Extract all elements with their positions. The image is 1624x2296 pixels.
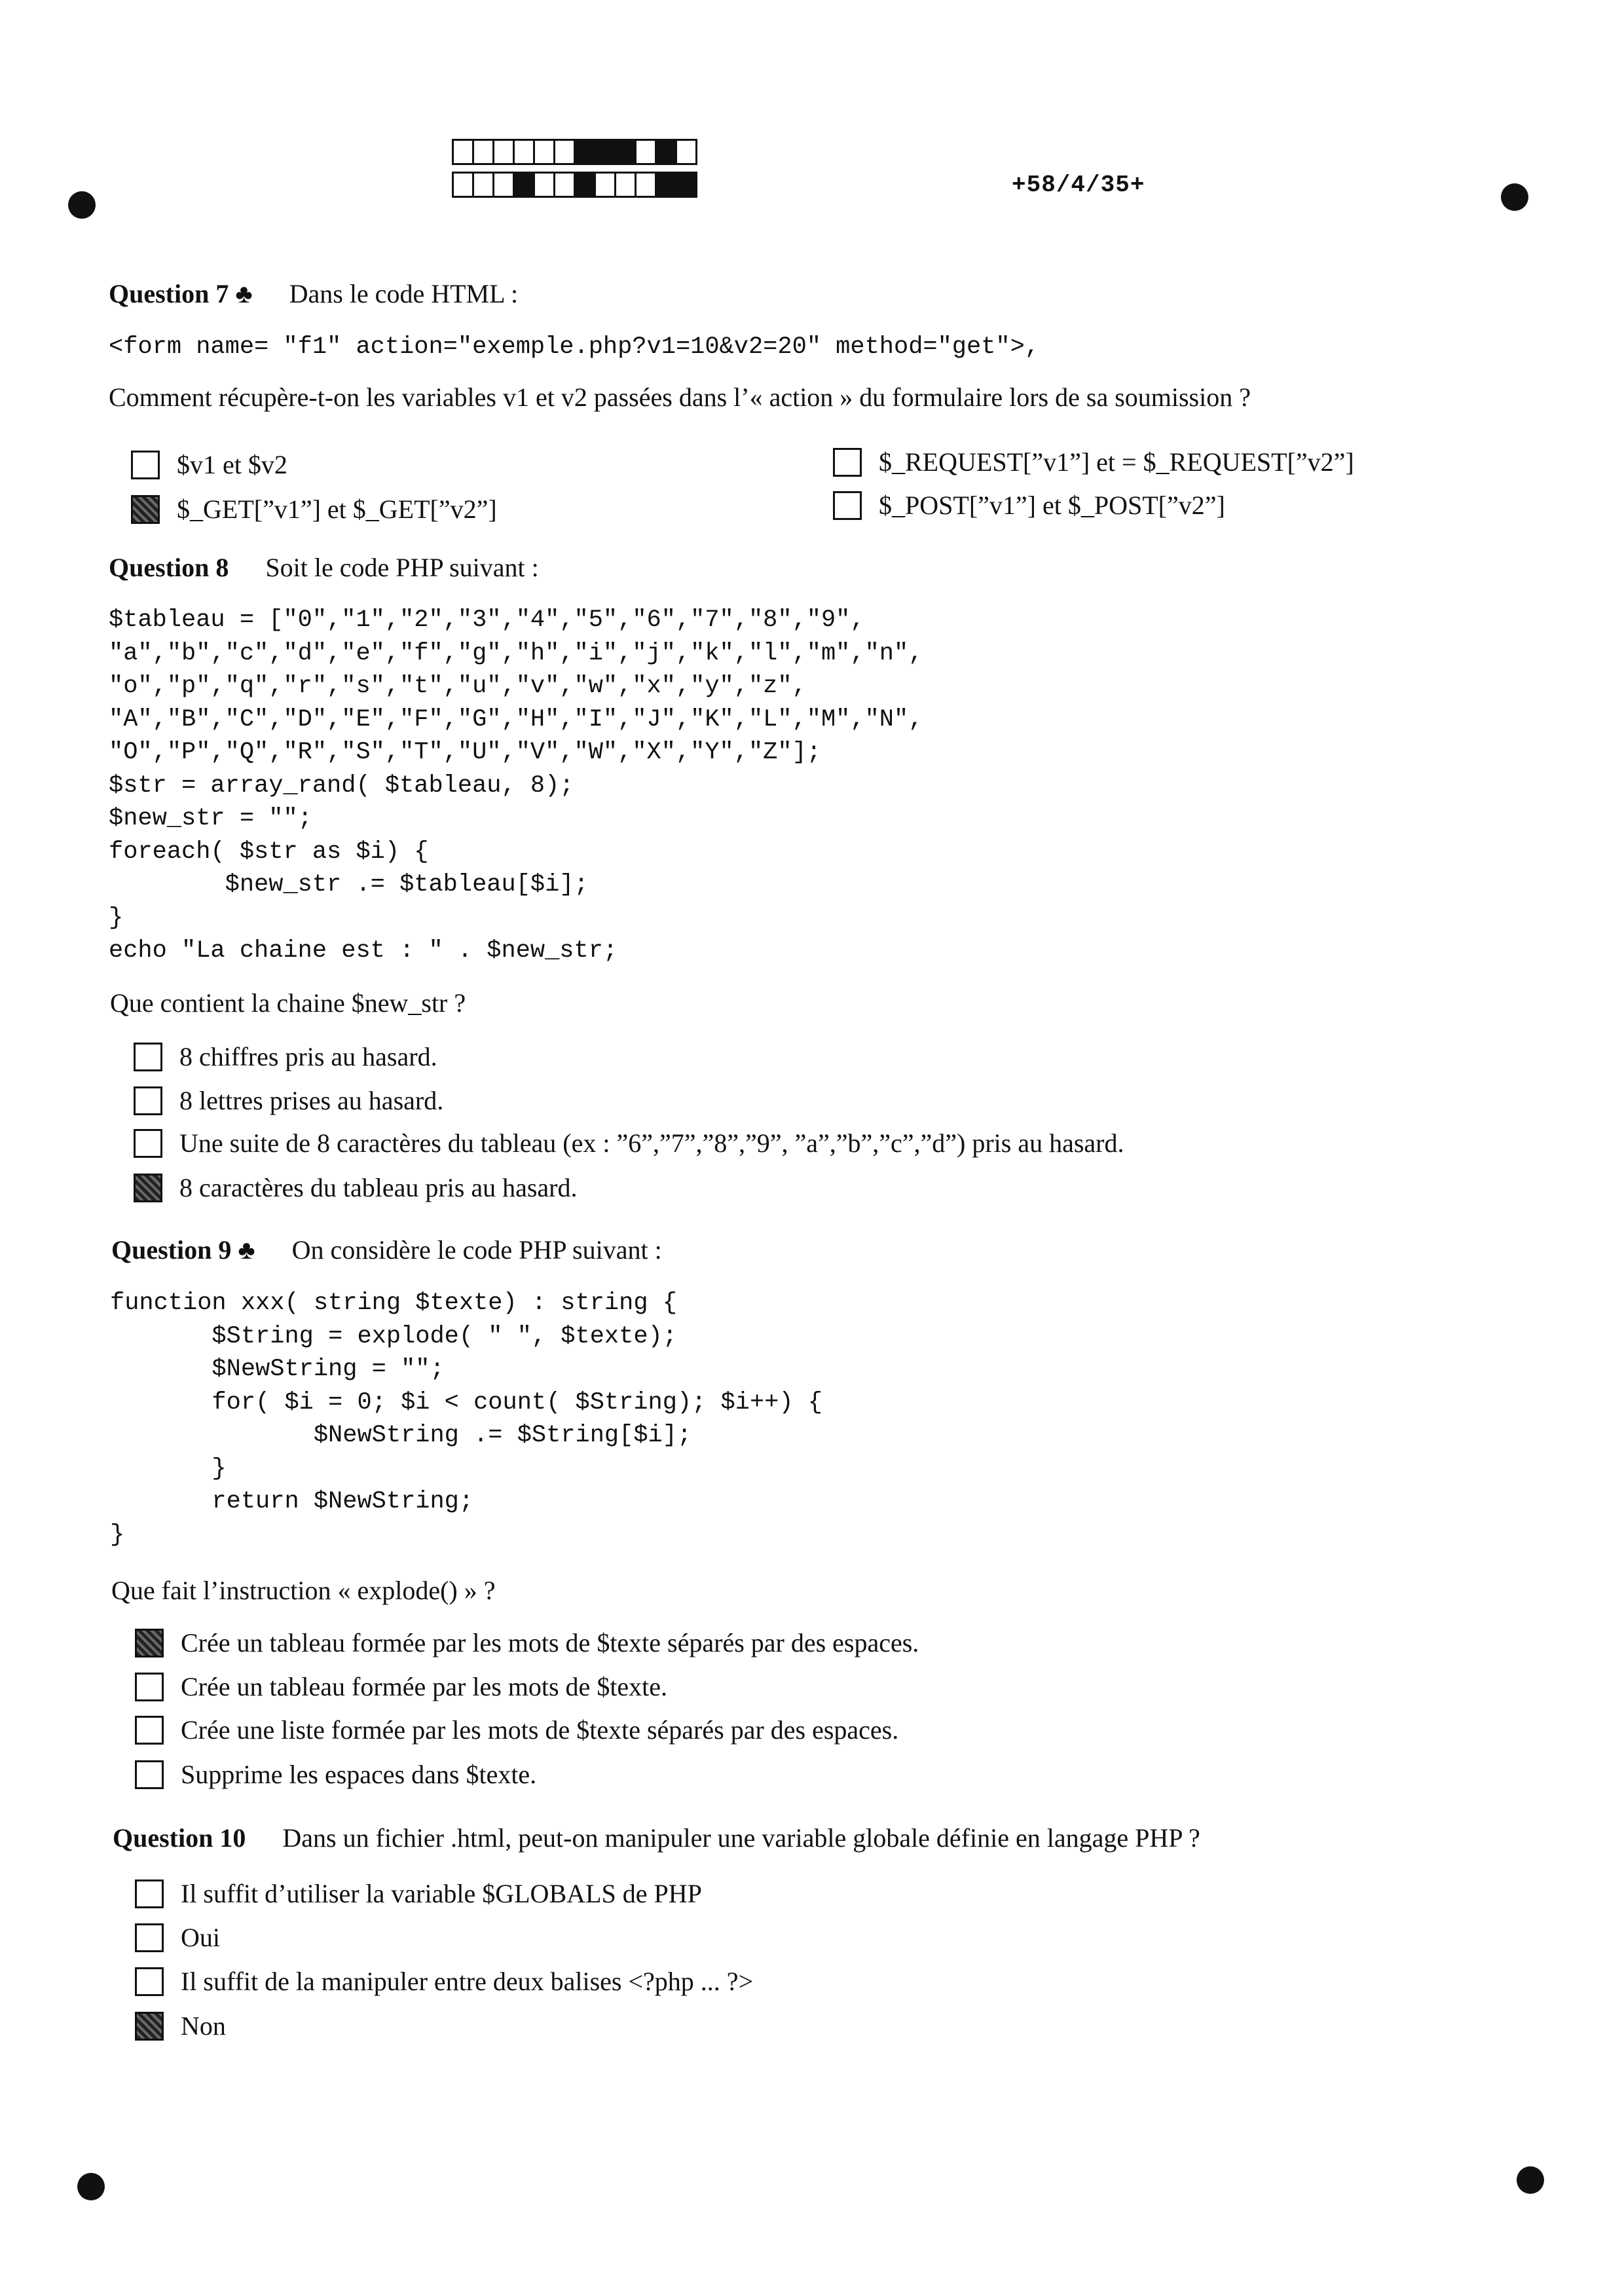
option-label: $_REQUEST[”v1”] et = $_REQUEST[”v2”] [879, 447, 1354, 477]
barcode-cell [472, 139, 494, 165]
barcode-cell [635, 172, 657, 198]
question-10-option-4[interactable] [135, 2010, 226, 2041]
option-label: $v1 et $v2 [177, 450, 287, 479]
option-label: Il suffit de la manipuler entre deux balises <?php ... ?> [181, 1967, 754, 1996]
question-9-option-2[interactable] [135, 1671, 667, 1702]
barcode-cell [574, 139, 596, 165]
barcode-cell [655, 139, 677, 165]
barcode-cell [452, 139, 474, 165]
barcode-cell [553, 139, 576, 165]
barcode-cell [635, 139, 657, 165]
checkbox[interactable] [833, 448, 862, 477]
question-8-prompt: Soit le code PHP suivant : [265, 553, 539, 582]
checkbox[interactable] [135, 1923, 164, 1952]
checkbox[interactable] [135, 1967, 164, 1996]
barcode-cell [472, 172, 494, 198]
barcode-cell [614, 139, 637, 165]
option-label: 8 caractères du tableau pris au hasard. [179, 1173, 578, 1202]
question-7-option-2[interactable] [131, 494, 497, 525]
option-label: 8 chiffres pris au hasard. [179, 1042, 437, 1071]
question-7-option-1[interactable] [131, 449, 287, 480]
option-label: Crée une liste formée par les mots de $texte séparés par des espaces. [181, 1715, 899, 1745]
checkbox[interactable] [134, 1129, 162, 1158]
question-9-header [111, 1234, 662, 1265]
option-label: Crée un tableau formée par les mots de $texte. [181, 1672, 668, 1701]
question-8-header [109, 552, 539, 583]
question-9-code: function xxx( string $texte) : string { $String = explode( " ", $texte); $NewString = ""; for( $i = 0; $i < count( $String); $i++) { $NewString .= $String[$i]; } return $NewString; } [110, 1289, 822, 1549]
question-8-option-3[interactable] [134, 1128, 1124, 1158]
option-label: $_GET[”v1”] et $_GET[”v2”] [177, 494, 497, 524]
question-9-question: Que fait l’instruction « explode() » ? [111, 1576, 496, 1605]
barcode-row-1 [452, 139, 695, 165]
sheet-id: +58/4/35+ [1012, 172, 1145, 198]
option-label: Non [181, 2011, 226, 2041]
barcode-cell [553, 172, 576, 198]
question-8-option-2[interactable] [134, 1085, 443, 1116]
question-10-option-1[interactable] [135, 1878, 702, 1909]
checkbox[interactable] [833, 491, 862, 520]
question-10-option-2[interactable] [135, 1922, 220, 1953]
checkbox[interactable] [134, 1174, 162, 1202]
question-9-label: Question 9 ♣ [111, 1235, 255, 1265]
barcode-cell [492, 172, 515, 198]
checkbox[interactable] [135, 1629, 164, 1657]
barcode-cell [533, 172, 555, 198]
question-9-option-3[interactable] [135, 1714, 898, 1745]
barcode-cell [675, 139, 697, 165]
barcode-cell [492, 139, 515, 165]
registration-mark-top-left [68, 191, 96, 219]
registration-mark-bottom-right [1517, 2166, 1544, 2194]
question-7-option-3[interactable] [833, 447, 1354, 477]
question-7-header [109, 278, 518, 309]
question-8-option-1[interactable] [134, 1041, 437, 1072]
question-8-question: Que contient la chaine $new_str ? [110, 988, 466, 1018]
barcode-cell [594, 139, 616, 165]
checkbox[interactable] [131, 451, 160, 479]
checkbox[interactable] [135, 1673, 164, 1701]
checkbox[interactable] [135, 1879, 164, 1908]
barcode-cell [614, 172, 637, 198]
question-8-label: Question 8 [109, 553, 229, 582]
checkbox[interactable] [135, 1760, 164, 1789]
checkbox[interactable] [134, 1086, 162, 1115]
checkbox[interactable] [131, 495, 160, 524]
barcode-cell [594, 172, 616, 198]
question-9-option-1[interactable] [135, 1627, 919, 1658]
barcode-cell [452, 172, 474, 198]
question-7-option-4[interactable] [833, 490, 1225, 521]
barcode-cell [533, 139, 555, 165]
question-10-label: Question 10 [113, 1823, 246, 1853]
barcode-row-2 [452, 172, 695, 198]
question-10-option-3[interactable] [135, 1966, 753, 1997]
registration-mark-bottom-left [77, 2173, 105, 2200]
question-7-code: <form name= "f1" action="exemple.php?v1=10&v2=20" method="get">, [109, 333, 1040, 361]
option-label: Crée un tableau formée par les mots de $texte séparés par des espaces. [181, 1628, 919, 1657]
option-label: Il suffit d’utiliser la variable $GLOBALS de PHP [181, 1879, 702, 1908]
checkbox[interactable] [135, 1716, 164, 1745]
option-label: $_POST[”v1”] et $_POST[”v2”] [879, 491, 1225, 520]
barcode-cell [513, 139, 535, 165]
checkbox[interactable] [135, 2012, 164, 2041]
registration-mark-top-right [1501, 183, 1528, 211]
option-label: 8 lettres prises au hasard. [179, 1086, 444, 1115]
option-label: Une suite de 8 caractères du tableau (ex : ”6”,”7”,”8”,”9”, ”a”,”b”,”c”,”d”) pris au hasard. [179, 1128, 1124, 1158]
option-label: Supprime les espaces dans $texte. [181, 1760, 537, 1789]
question-7-label: Question 7 ♣ [109, 279, 253, 308]
barcode-cell [675, 172, 697, 198]
barcode-cell [574, 172, 596, 198]
option-label: Oui [181, 1923, 220, 1952]
question-7-prompt: Dans le code HTML : [289, 279, 519, 308]
question-9-prompt: On considère le code PHP suivant : [291, 1235, 662, 1265]
question-9-option-4[interactable] [135, 1759, 536, 1790]
question-8-option-4[interactable] [134, 1172, 577, 1203]
question-10-prompt: Dans un fichier .html, peut-on manipuler une variable globale définie en langage PHP ? [282, 1823, 1200, 1853]
barcode-cell [655, 172, 677, 198]
question-10-header [113, 1823, 1200, 1853]
checkbox[interactable] [134, 1043, 162, 1071]
question-8-code: $tableau = ["0","1","2","3","4","5","6","7","8","9", "a","b","c","d","e","f","g","h","i","j","k","l","m","n", "o","p","q","r","s","t","u","v","w","x","y","z", "A","B","C","D","E","F","G","H","I","J","K","L","M","N", "O","P","Q","R","S","T","U","V","W","X","Y","Z"]; $str = array_rand( $tableau, 8); $new_str = ""; foreach( $str as $i) { $new_str .= $tableau[$i]; } echo "La chaine est : " . $new_str; [109, 606, 923, 965]
question-7-question: Comment récupère-t-on les variables v1 et v2 passées dans l’« action » du formulaire lors de sa soumission ? [109, 382, 1251, 412]
barcode-cell [513, 172, 535, 198]
